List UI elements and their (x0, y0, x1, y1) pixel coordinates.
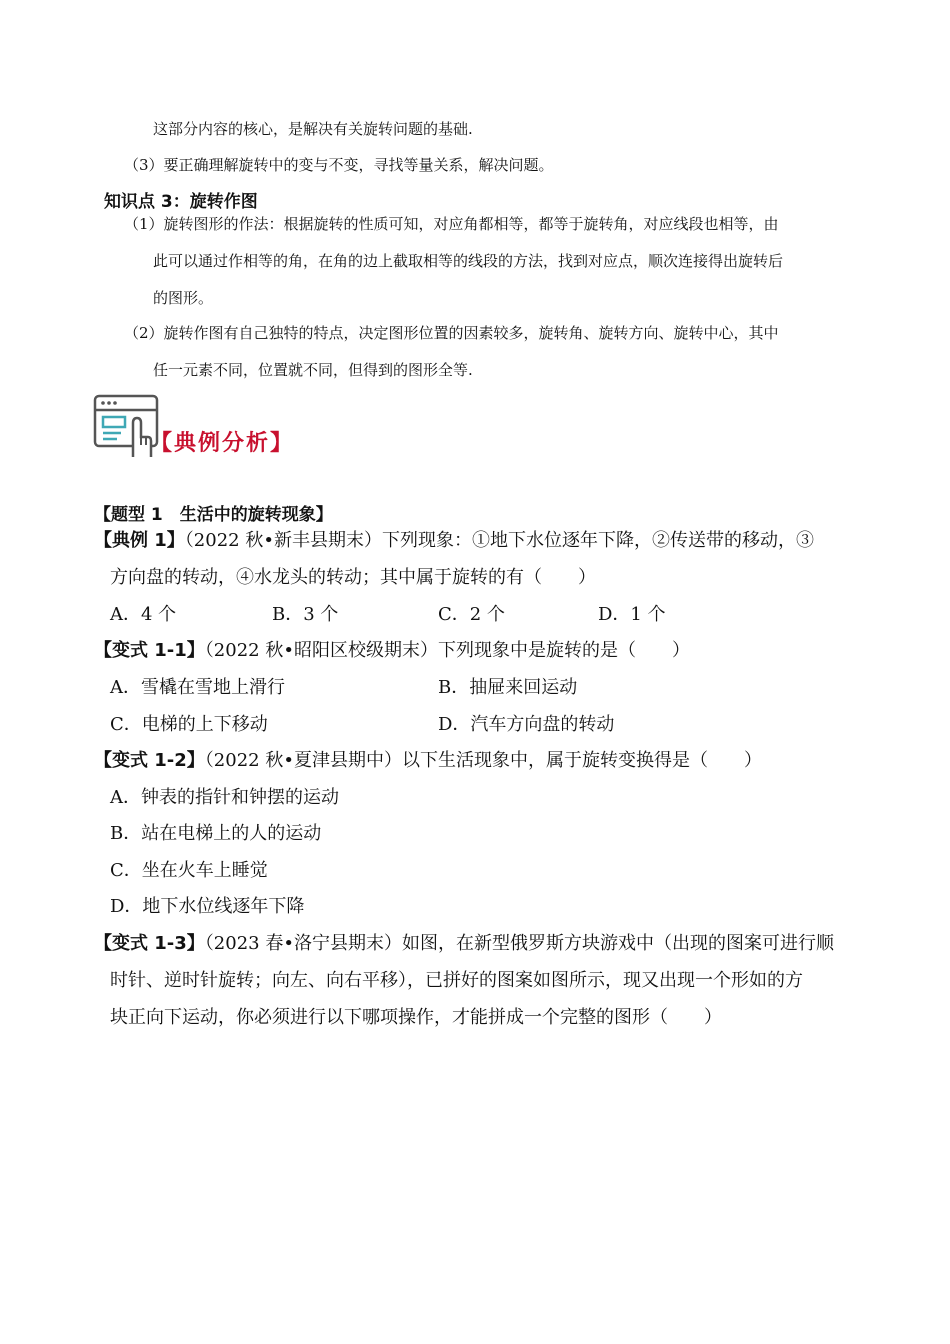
example-1-option-b: B．3 个 (272, 604, 339, 625)
variant-1-1-text: （2022 秋•昭阳区校级期末）下列现象中是旋转的是（ ） (204, 640, 690, 661)
variant-1-3-tag: 【变式 1-3】 (94, 933, 205, 954)
example-1-line1 (94, 526, 814, 552)
knowledge-p1-line3: 的图形。 (153, 289, 214, 307)
variant-1-1-tag: 【变式 1-1】 (94, 640, 205, 661)
variant-1-2-text: （2022 秋•夏津县期中）以下生活现象中，属于旋转变换得是（ ） (204, 750, 762, 771)
variant-1-2-option-c: C．坐在火车上睡觉 (110, 860, 268, 881)
knowledge-heading-3: 知识点 3：旋转作图 (104, 192, 258, 212)
knowledge-line-a: 这部分内容的核心，是解决有关旋转问题的基础. (153, 120, 473, 138)
variant-1-2-line1 (94, 746, 762, 772)
variant-1-1-option-a: A．雪橇在雪地上滑行 (110, 677, 285, 698)
knowledge-p1-line2: 此可以通过作相等的角，在角的边上截取相等的线段的方法，找到对应点，顺次连接得出旋转后 (153, 252, 784, 270)
variant-1-3-line2: 时针、逆时针旋转；向左、向右平移），已拼好的图案如图所示，现又出现一个形如的方 (110, 970, 803, 991)
variant-1-2-option-a: A．钟表的指针和钟摆的运动 (110, 787, 339, 808)
knowledge-line-b: （3）要正确理解旋转中的变与不变，寻找等量关系，解决问题。 (124, 156, 554, 174)
variant-1-1-option-b: B．抽屉来回运动 (438, 677, 578, 698)
knowledge-p2-line2: 任一元素不同，位置就不同，但得到的图形全等. (153, 361, 473, 379)
variant-1-1-option-c: C．电梯的上下移动 (110, 714, 268, 735)
variant-1-3-line3: 块正向下运动，你必须进行以下哪项操作，才能拼成一个完整的图形（ ） (110, 1007, 722, 1028)
variant-1-3-line1 (94, 929, 834, 955)
variant-1-1-option-d: D．汽车方向盘的转动 (438, 714, 615, 735)
variant-1-2-option-b: B．站在电梯上的人的运动 (110, 823, 322, 844)
example-1-option-c: C．2 个 (438, 604, 505, 625)
variant-1-2-tag: 【变式 1-2】 (94, 750, 205, 771)
example-1-option-d: D．1 个 (598, 604, 666, 625)
knowledge-p2-line1: （2）旋转作图有自己独特的特点，决定图形位置的因素较多，旋转角、旋转方向、旋转中心，其中 (124, 324, 779, 342)
banner-title: 【典例分析】 (150, 431, 295, 456)
variant-1-2-option-d: D．地下水位线逐年下降 (110, 896, 305, 917)
section-title: 【题型 1 生活中的旋转现象】 (94, 505, 333, 525)
example-1-option-a: A．4 个 (110, 604, 177, 625)
knowledge-p1-line1: （1）旋转图形的作法：根据旋转的性质可知，对应角都相等，都等于旋转角，对应线段也相等，由 (124, 215, 779, 233)
variant-1-1-line1 (94, 636, 690, 662)
example-1-tag: 【典例 1】 (94, 530, 185, 551)
variant-1-3-text: （2023 春•洛宁县期末）如图，在新型俄罗斯方块游戏中（出现的图案可进行顺 (204, 933, 834, 954)
example-1-line2: 方向盘的转动，④水龙头的转动；其中属于旋转的有（ ） (110, 567, 596, 588)
example-1-text: （2022 秋•新丰县期末）下列现象：①地下水位逐年下降，②传送带的移动，③ (184, 530, 814, 551)
